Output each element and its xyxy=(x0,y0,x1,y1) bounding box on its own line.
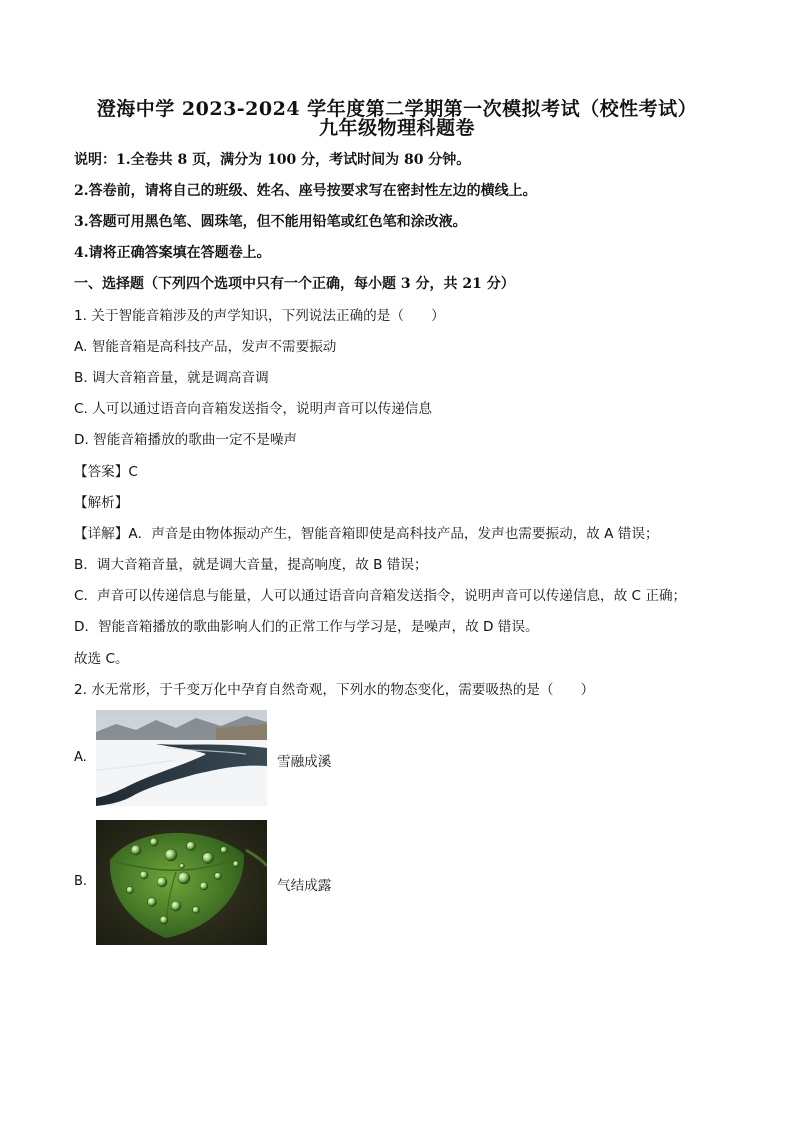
exam-subtitle: 九年级物理科题卷 xyxy=(318,117,475,139)
q1-detail-c: C．声音可以传递信息与能量，人可以通过语音向音箱发送指令，说明声音可以传递信息，故 C 正确； xyxy=(74,588,687,604)
q1-answer xyxy=(74,463,734,481)
q2-stem: 2. 水无常形，于千变万化中孕育自然奇观，下列水的物态变化，需要吸热的是（ ） xyxy=(74,682,595,698)
q1-option-b: B. 调大音箱音量，就是调高音调 xyxy=(74,370,269,386)
instruction-1: 说明：1.全卷共 8 页，满分为 100 分，考试时间为 80 分钟。 xyxy=(74,152,471,168)
q1-option-d: D. 智能音箱播放的歌曲一定不是噪声 xyxy=(74,432,298,448)
q2-option-b-letter: B. xyxy=(74,874,88,889)
q2-option-a-caption: 雪融成溪 xyxy=(277,754,332,770)
instruction-3: 3.答题可用黑色笔、圆珠笔，但不能用铅笔或红色笔和涂改液。 xyxy=(74,214,467,230)
q1-detail-d: D．智能音箱播放的歌曲影响人们的正常工作与学习是，是噪声，故 D 错误。 xyxy=(74,619,539,635)
q1-detail-a: 【详解】A．声音是由物体振动产生，智能音箱即使是高科技产品，发声也需要振动，故 A 错误； xyxy=(74,526,659,542)
q2-option-b-caption: 气结成露 xyxy=(277,878,332,894)
q1-detail-b: B．调大音箱音量，就是调大音量，提高响度，故 B 错误； xyxy=(74,557,428,573)
answer-value: C xyxy=(128,464,138,480)
instruction-4: 4.请将正确答案填在答题卷上。 xyxy=(74,245,271,261)
q1-option-c: C. 人可以通过语音向音箱发送指令，说明声音可以传递信息 xyxy=(74,401,432,417)
q1-analysis-label: 【解析】 xyxy=(74,495,129,511)
exam-title: 澄海中学 2023-2024 学年度第二学期第一次模拟考试（校性考试） xyxy=(96,98,698,120)
q1-conclusion: 故选 C。 xyxy=(74,651,129,667)
snow-melting-stream-image xyxy=(96,710,267,806)
q1-stem: 1. 关于智能音箱涉及的声学知识，下列说法正确的是（ ） xyxy=(74,308,445,324)
section-heading: 一、选择题（下列四个选项中只有一个正确，每小题 3 分，共 21 分） xyxy=(74,276,515,292)
q2-option-a-letter: A. xyxy=(74,750,87,765)
answer-label: 【答案】 xyxy=(74,464,129,480)
instruction-2: 2.答卷前，请将自己的班级、姓名、座号按要求写在密封性左边的横线上。 xyxy=(74,183,537,199)
q1-option-a: A. 智能音箱是高科技产品，发声不需要振动 xyxy=(74,339,337,355)
dew-on-leaf-image xyxy=(96,820,267,945)
